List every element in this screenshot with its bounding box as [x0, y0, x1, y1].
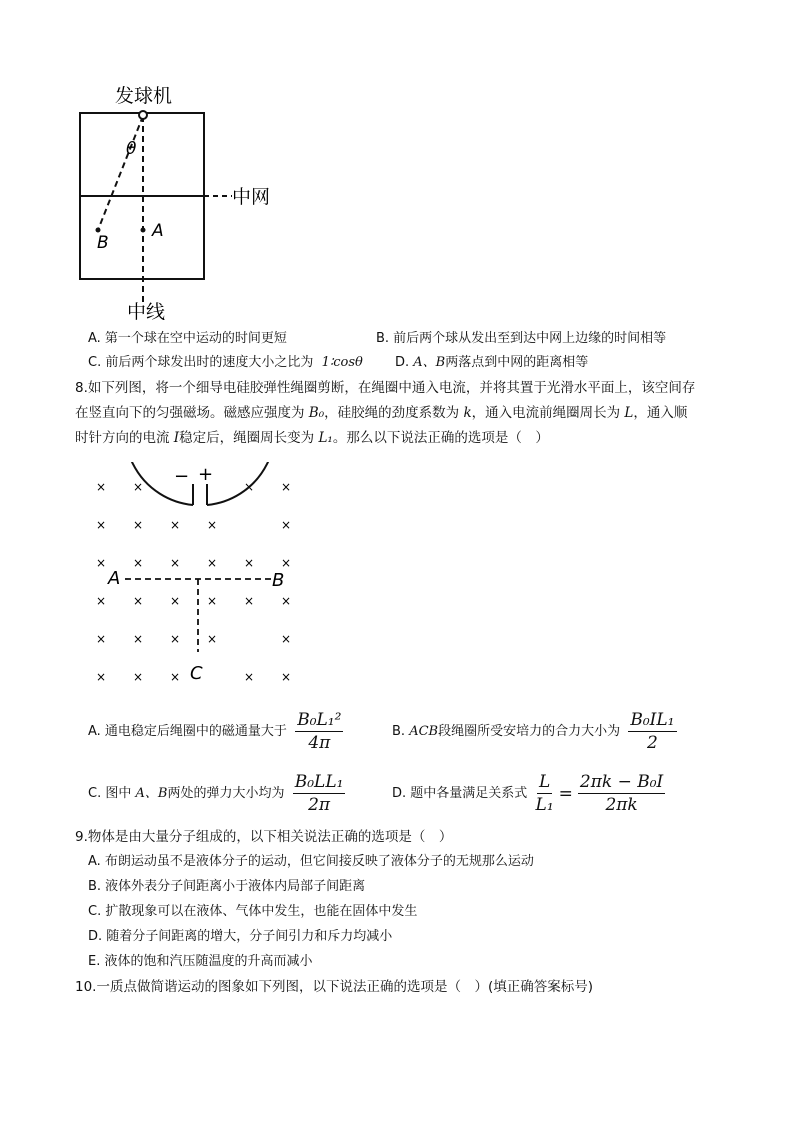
q8-option-a — [88, 708, 343, 756]
field-cross-icon: × — [244, 556, 255, 570]
field-cross-icon: × — [244, 480, 255, 494]
q8-option-a-text: A. 通电稳定后绳圈中的磁通量大于 — [88, 724, 287, 739]
q8-option-b-den: 2 — [647, 733, 658, 753]
q8-stem-line3 — [75, 429, 549, 447]
field-cross-icon: × — [281, 518, 292, 532]
serve-machine-dot — [139, 111, 147, 119]
q8-option-c-ab: A、B — [135, 786, 168, 801]
q8-option-b-text: 段绳圈所受安培力的合力大小为 — [438, 724, 621, 739]
field-cross-icon: × — [207, 594, 218, 608]
q8-option-b — [392, 708, 677, 756]
field-cross-icon: × — [207, 556, 218, 570]
q8-option-d-left-num: L — [538, 772, 551, 792]
point-a-label: A — [152, 221, 164, 241]
q8-l2-a: 在竖直向下的匀强磁场。磁感应强度为 — [75, 405, 305, 421]
point-b-label: B — [97, 233, 109, 253]
q7-option-d-points: A、B — [413, 355, 446, 370]
q8-l2-b: ，硅胶绳的劲度系数为 — [324, 405, 460, 421]
q9-option-b: B. 液体外表分子间距离小于液体内局部子间距离 — [88, 879, 366, 894]
q7-option-b: B. 前后两个球从发出至到达中网上边缘的时间相等 — [376, 331, 667, 346]
field-cross-icon: × — [96, 670, 107, 684]
field-cross-icon: × — [244, 594, 255, 608]
q8-option-d — [392, 770, 665, 818]
q9-stem: 9.物体是由大量分子组成的，以下相关说法正确的选项是（ ） — [75, 829, 453, 845]
field-cross-icon: × — [133, 670, 144, 684]
q7-option-c — [88, 354, 363, 372]
q8-option-a-fraction — [295, 710, 343, 754]
q8-option-a-den: 4π — [308, 733, 331, 753]
field-cross-icon: × — [281, 632, 292, 646]
field-cross-icon: × — [96, 518, 107, 532]
q8-option-c-prefix: C. 图中 — [88, 786, 132, 801]
field-cross-icon: × — [207, 632, 218, 646]
field-cross-icon: × — [170, 518, 181, 532]
q9-option-e: E. 液体的饱和汽压随温度的升高而减小 — [88, 954, 313, 969]
q9-option-d: D. 随着分子间距离的增大，分子间引力和斥力均减小 — [88, 929, 393, 944]
q7-option-d-prefix: D. — [395, 355, 410, 370]
theta-label: θ — [126, 139, 137, 159]
field-cross-icon: × — [244, 670, 255, 684]
field-cross-icon: × — [170, 670, 181, 684]
q8-option-b-acb: ACB — [409, 724, 439, 739]
q8-symbol-l: L — [624, 405, 634, 421]
q8-option-b-fraction — [628, 710, 676, 754]
field-cross-icon: × — [170, 556, 181, 570]
field-cross-icon: × — [281, 556, 292, 570]
field-cross-icon: × — [96, 594, 107, 608]
q8-option-d-text: D. 题中各量满足关系式 — [392, 786, 528, 801]
q8-option-d-right-fraction — [578, 772, 665, 816]
q7-option-d — [395, 354, 588, 372]
field-cross-icon: × — [96, 556, 107, 570]
plus-sign: + — [198, 464, 214, 485]
q9-option-a: A. 布朗运动虽不是液体分子的运动，但它间接反映了液体分子的无规那么运动 — [88, 854, 534, 869]
loop-point-b: B — [272, 570, 285, 591]
q8-stem-line2 — [75, 404, 687, 422]
q8-option-a-num: B₀L₁² — [297, 710, 342, 730]
trajectory-b — [98, 116, 143, 230]
minus-sign: − — [174, 466, 190, 487]
field-cross-icon: × — [133, 556, 144, 570]
q7-option-c-ratio: 1∶cosθ — [321, 355, 363, 370]
q8-option-b-num: B₀IL₁ — [630, 710, 675, 730]
court-diagram — [60, 78, 290, 323]
field-cross-icon: × — [281, 670, 292, 684]
q7-option-d-text: 两落点到中网的距离相等 — [445, 355, 589, 370]
q8-option-d-right-num: 2πk − B₀I — [579, 772, 664, 792]
q8-option-c-den: 2π — [308, 795, 331, 815]
field-cross-icon: × — [207, 518, 218, 532]
field-cross-icon: × — [96, 480, 107, 494]
q8-stem-line1: 8.如下列图，将一个细导电硅胶弹性绳圈剪断，在绳圈中通入电流，并将其置于光滑水平面上，该空间存 — [75, 380, 696, 396]
q9-option-c: C. 扩散现象可以在液体、气体中发生，也能在固体中发生 — [88, 904, 418, 919]
q8-option-b-prefix: B. — [392, 724, 406, 739]
field-cross-icon: × — [170, 632, 181, 646]
q7-option-a: A. 第一个球在空中运动的时间更短 — [88, 331, 287, 346]
field-cross-icon: × — [133, 480, 144, 494]
q8-symbol-b0: B₀ — [308, 405, 325, 421]
serve-machine-label: 发球机 — [115, 85, 173, 107]
q8-symbol-k: k — [463, 405, 472, 421]
field-cross-icon: × — [281, 480, 292, 494]
field-cross-icon: × — [170, 594, 181, 608]
field-cross-icon: × — [133, 632, 144, 646]
q8-option-c — [88, 770, 345, 818]
loop-point-c: C — [190, 663, 203, 684]
q8-l3-c: 。那么以下说法正确的选项是（ ） — [332, 430, 549, 446]
q8-l3-b: 稳定后，绳圈周长变为 — [179, 430, 315, 446]
q8-symbol-i: I — [173, 430, 180, 446]
q8-symbol-l1: L₁ — [318, 430, 333, 446]
loop-diagram — [85, 462, 305, 687]
center-line-label: 中线 — [127, 301, 166, 323]
q8-option-d-left-den: L₁ — [535, 795, 554, 815]
q10-stem: 10.一质点做简谐运动的图象如下列图，以下说法正确的选项是（ ）(填正确答案标号) — [75, 979, 594, 995]
q8-option-c-num: B₀LL₁ — [294, 772, 344, 792]
field-cross-icon: × — [281, 594, 292, 608]
q8-option-d-equals: = — [558, 784, 573, 804]
q8-option-d-left-fraction — [536, 772, 554, 816]
q8-option-c-text: 两处的弹力大小均为 — [167, 786, 285, 801]
point-a-dot — [141, 228, 146, 233]
q8-l3-a: 时针方向的电流 — [75, 430, 170, 446]
field-cross-icon: × — [96, 632, 107, 646]
q8-l2-d: ，通入顺 — [633, 405, 688, 421]
q8-option-c-fraction — [293, 772, 346, 816]
field-cross-icon: × — [133, 594, 144, 608]
net-label: 中网 — [232, 186, 271, 208]
point-b-dot — [96, 228, 101, 233]
q7-option-c-text: C. 前后两个球发出时的速度大小之比为 — [88, 355, 314, 370]
q8-l2-c: ，通入电流前绳圈周长为 — [471, 405, 621, 421]
q8-option-d-right-den: 2πk — [605, 795, 638, 815]
field-cross-icon: × — [133, 518, 144, 532]
loop-point-a: A — [108, 568, 121, 589]
